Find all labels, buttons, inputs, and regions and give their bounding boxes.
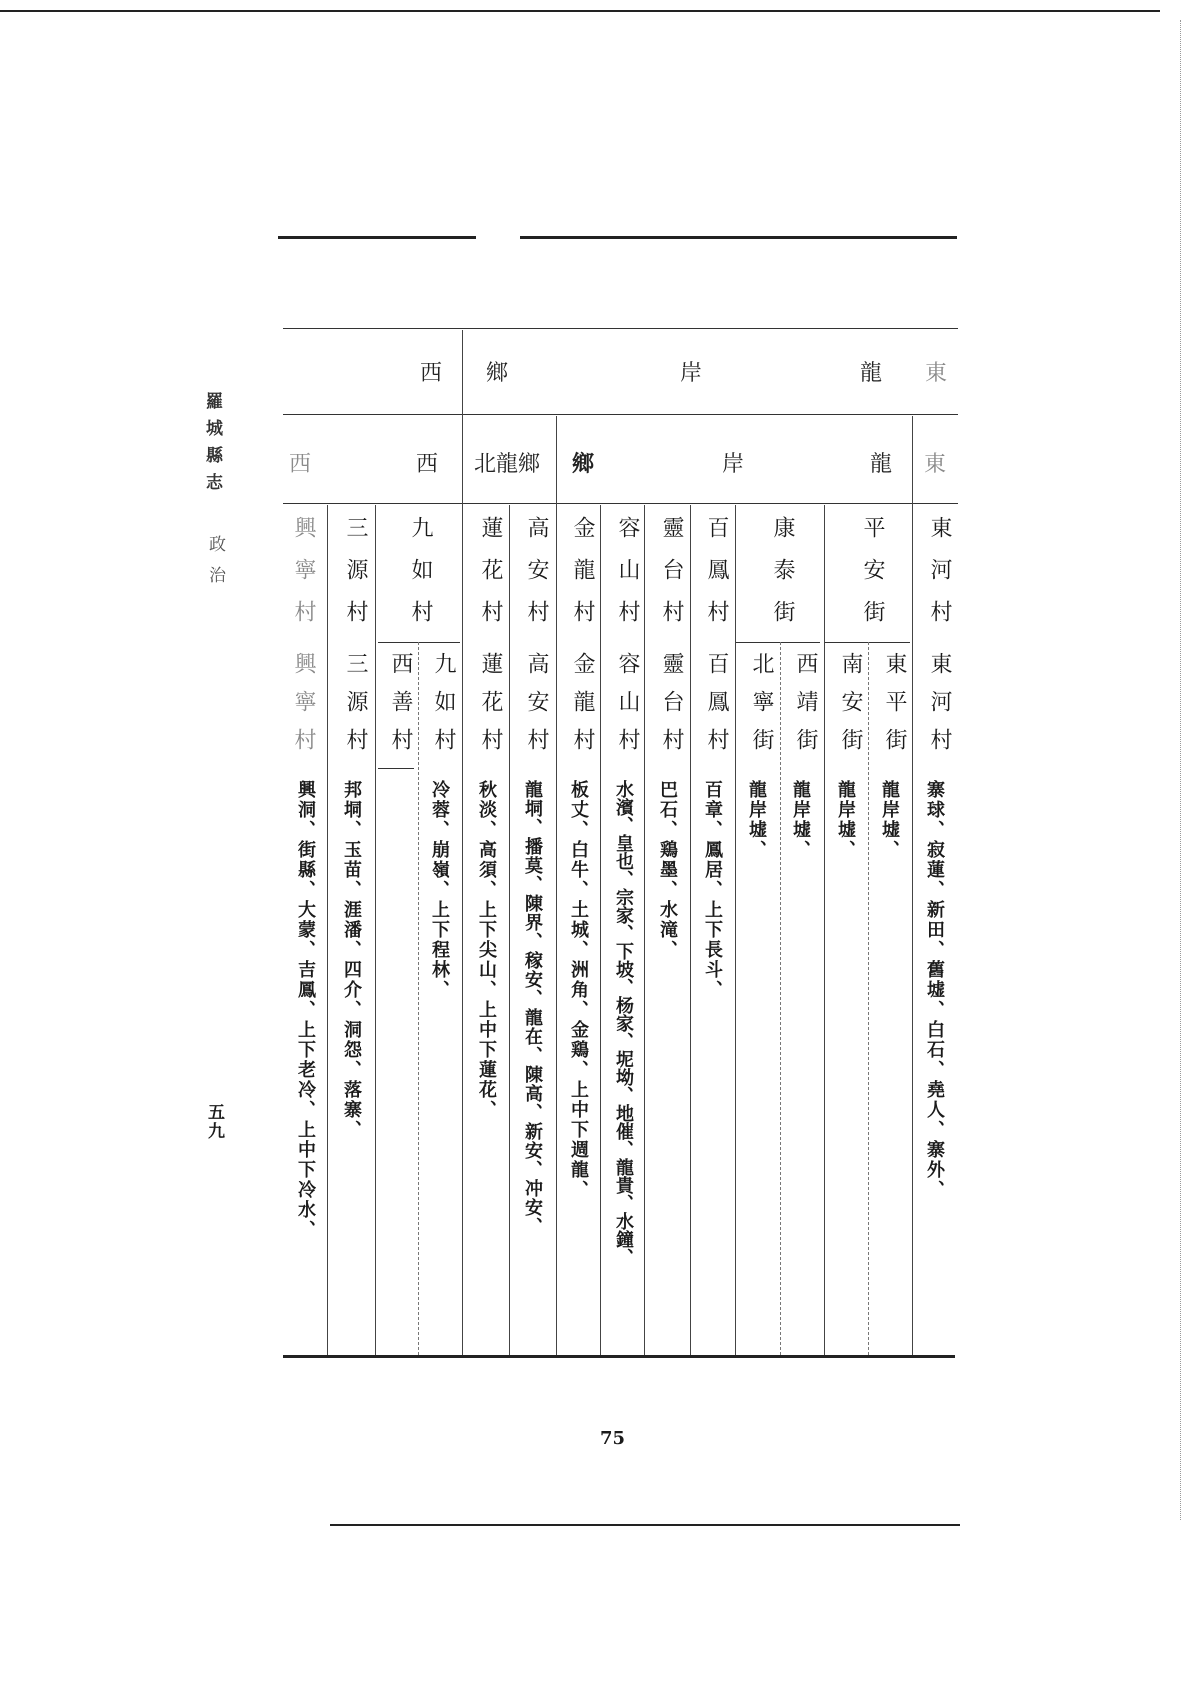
hamlet-list: 龍垌、播莫、陳界、稼安、龍在、陳高、新安、冲安、 (522, 780, 543, 1236)
hamlet-list: 板丈、白牛、土城、洲角、金鶏、上中下週龍、 (568, 780, 589, 1200)
village-subname: 容山村 (615, 652, 640, 766)
village-subname: 蓮花村 (478, 652, 503, 766)
l2-header-an: 岸 (722, 452, 745, 477)
l2-header-xi: 西 (416, 452, 439, 477)
xishan-bottom (378, 768, 414, 769)
village-name: 金龍村 (570, 516, 595, 642)
hamlet-list: 秋淡、高須、上下尖山、上中下蓮花、 (476, 780, 497, 1120)
village-subname: 靈台村 (659, 652, 684, 766)
village-name: 容山村 (615, 516, 640, 642)
column-line (780, 642, 781, 1355)
book-title: 羅城縣志 (202, 392, 222, 500)
upper-rule-left (278, 236, 476, 239)
l1-header-dong: 東 (925, 361, 948, 386)
l2-header-dong: 東 (924, 452, 947, 477)
village-subname: 三源村 (343, 652, 368, 766)
village-name: 九如村 (408, 516, 433, 642)
column-line (644, 505, 645, 1355)
hamlet-list: 龍岸墟、 (835, 780, 856, 860)
page-bottom-rule (330, 1524, 960, 1526)
upper-rule-right (520, 236, 957, 239)
hamlet-list: 龍岸墟、 (746, 780, 767, 860)
column-line (868, 642, 869, 1355)
column-line (824, 505, 825, 1355)
column-line (327, 505, 328, 1355)
l1-header-long: 龍 (860, 361, 883, 386)
l2-header-long: 龍 (870, 452, 893, 477)
hamlet-list: 邦垌、玉苗、涯潘、四介、洞怨、落寨、 (341, 780, 362, 1140)
village-subname: 東平街 (882, 652, 907, 766)
header-divider-2 (283, 503, 958, 504)
hamlet-list: 巴石、鶏墨、水滝、 (657, 780, 678, 960)
hamlet-list: 龍岸墟、 (879, 780, 900, 860)
village-subname: 南安街 (838, 652, 863, 766)
hamlet-list: 龍岸墟、 (790, 780, 811, 860)
village-subname: 北寧街 (749, 652, 774, 766)
kangtai-divider (735, 642, 820, 643)
village-subname: 西善村 (388, 652, 413, 766)
column-line (462, 330, 463, 1355)
scan-edge (1180, 20, 1181, 1520)
header-divider-1 (283, 414, 958, 415)
village-name: 百鳳村 (704, 516, 729, 642)
page-number: 75 (600, 1428, 626, 1449)
l1-header-xiang: 鄉 (486, 361, 509, 386)
column-line (600, 505, 601, 1355)
village-name: 平安街 (860, 516, 885, 642)
village-subname: 百鳳村 (704, 652, 729, 766)
jiuru-divider (378, 642, 460, 643)
l2-header-beilong: 北龍鄉 (474, 452, 541, 477)
column-line (690, 505, 691, 1355)
village-subname: 高安村 (524, 652, 549, 766)
village-subname: 興寧村 (291, 652, 316, 766)
village-subname: 東河村 (927, 652, 952, 766)
village-subname: 金龍村 (570, 652, 595, 766)
village-name: 蓮花村 (478, 516, 503, 642)
village-name: 東河村 (927, 516, 952, 642)
hamlet-list: 百章、鳳居、上下長斗、 (702, 780, 723, 1000)
table-bottom-border (283, 1355, 955, 1358)
top-border (0, 10, 1160, 12)
l2-header-xiang: 鄉 (572, 451, 595, 477)
hamlet-list: 冷蓉、崩嶺、上下程林、 (429, 780, 450, 1000)
l1-header-xi: 西 (420, 361, 443, 386)
column-line (509, 505, 510, 1355)
village-name: 興寧村 (291, 516, 316, 642)
section-title: 政治 (205, 535, 225, 597)
hamlet-list: 水濱、皇也、宗家、下坡、杨家、坭坳、地催、龍貴、水鐘、 (613, 780, 634, 1266)
hamlet-list: 寨球、寂蓮、新田、舊墟、白石、堯人、寨外、 (924, 780, 945, 1200)
l2-header-xi-edge: 西 (289, 452, 312, 477)
hamlet-list: 興洞、街縣、大蒙、吉鳳、上下老冷、上中下冷水、 (295, 780, 316, 1240)
table-top-border (283, 328, 958, 329)
column-line (912, 416, 913, 1355)
village-name: 高安村 (524, 516, 549, 642)
village-name: 靈台村 (659, 516, 684, 642)
l1-header-an: 岸 (680, 361, 703, 386)
village-subname: 九如村 (431, 652, 456, 766)
village-name: 康泰街 (770, 516, 795, 642)
column-line (556, 416, 557, 1355)
village-subname: 西靖街 (793, 652, 818, 766)
margin-page-number: 五九 (204, 1103, 224, 1141)
column-line (418, 642, 419, 1355)
column-line (375, 505, 376, 1355)
column-line (735, 505, 736, 1355)
village-name: 三源村 (343, 516, 368, 642)
